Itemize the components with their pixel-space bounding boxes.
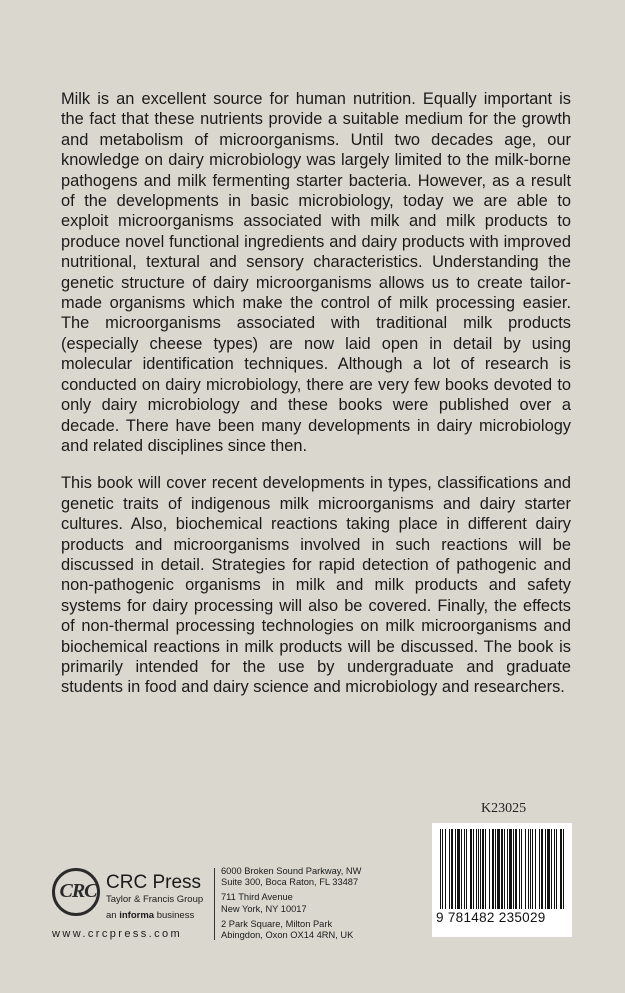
barcode-bar bbox=[501, 829, 503, 909]
barcode-bar bbox=[466, 829, 467, 909]
address-line: 2 Park Square, Milton Park bbox=[221, 918, 333, 929]
tagline-suffix: business bbox=[154, 910, 195, 921]
barcode-bar bbox=[478, 829, 479, 909]
address-line: New York, NY 10017 bbox=[221, 903, 307, 914]
barcode-bar bbox=[515, 829, 517, 909]
tagline-brand: informa bbox=[119, 910, 155, 921]
barcode-bar bbox=[457, 829, 460, 909]
barcode-bar bbox=[455, 829, 456, 909]
address-line: Suite 300, Boca Raton, FL 33487 bbox=[221, 877, 359, 888]
barcode-bar bbox=[560, 829, 562, 909]
barcode-bar bbox=[554, 829, 555, 909]
barcode-bar bbox=[509, 829, 512, 909]
barcode-bar bbox=[473, 829, 474, 909]
barcode-bar bbox=[556, 829, 557, 909]
barcode-bar bbox=[495, 829, 496, 909]
description-paragraph-2: This book will cover recent developments in types, classifications and genetic traits of indigenous milk microorganisms and dairy starter cultures. Also, biochemical reactions taking place in different dairy products and microorganisms involved in such reactions will be discussed in detail. Strategies for rapid detection of pathogenic and non-pathogenic organisms in milk and milk products and safety systems for dairy processing will also be covered. Finally, the effects of non-thermal processing technologies on milk microorganisms and biochemical reactions in milk products will be discussed. The book is primarily intended for the use by undergraduate and graduate students in food and dairy science and microbiology and researchers. bbox=[61, 474, 571, 697]
barcode-bar bbox=[507, 829, 508, 909]
barcode-bar bbox=[497, 829, 500, 909]
address-line: Abingdon, Oxon OX14 4RN, UK bbox=[221, 930, 354, 941]
barcode-bar bbox=[532, 829, 533, 909]
crc-logo-text: CRC bbox=[59, 880, 97, 902]
publisher-group: Taylor & Francis Group bbox=[106, 894, 204, 905]
barcode-bar bbox=[525, 829, 526, 909]
barcode-bar bbox=[541, 829, 543, 909]
address-divider bbox=[214, 868, 215, 940]
address-line: 6000 Broken Sound Parkway, NW bbox=[221, 866, 362, 876]
barcode-bar bbox=[440, 829, 441, 909]
barcode-bar bbox=[551, 829, 552, 909]
barcode-bar bbox=[442, 829, 443, 909]
barcode-bars bbox=[440, 829, 564, 909]
barcode-bar bbox=[563, 829, 564, 909]
barcode-bar bbox=[485, 829, 486, 909]
publisher-name: CRC Press bbox=[106, 872, 202, 893]
barcode-bar bbox=[547, 829, 550, 909]
barcode-bar bbox=[464, 829, 465, 909]
description-paragraph-1: Milk is an excellent source for human nutrition. Equally important is the fact that these nutrients provide a suitable medium for the growth and metabolism of microorganisms. Until two decades age, our knowledge on dairy microbiology was largely limited to the milk-borne pathogens and milk fermenting starter bacteria. However, as a result of the developments in basic microbiology, today we are able to exploit microorganisms associated with milk and milk products to produce novel functional ingredients and dairy products with improved nutritional, textural and sensory characteristics. Understanding the genetic structure of dairy microorganisms allows us to create tailor-made organisms which make the control of milk processing easier. The microorganisms associated with traditional milk products (especially cheese types) are now laid open in detail by using molecular identification techniques. Although a lot of research is conducted on dairy microbiology, there are very few books devoted to only dairy microbiology and these books were published over a decade. There have been many developments in dairy microbiology and related disciplines since then. bbox=[61, 90, 571, 455]
barcode-bar bbox=[445, 829, 446, 909]
barcode-bar bbox=[470, 829, 472, 909]
barcode-bar bbox=[492, 829, 494, 909]
publisher-tagline bbox=[106, 910, 194, 921]
publisher-website: www.crcpress.com bbox=[52, 928, 183, 940]
barcode-bar bbox=[528, 829, 529, 909]
barcode-bar bbox=[513, 829, 514, 909]
catalog-code: K23025 bbox=[481, 801, 527, 816]
barcode-bar bbox=[489, 829, 490, 909]
barcode-bar bbox=[545, 829, 546, 909]
barcode-bar bbox=[451, 829, 453, 909]
tagline-prefix: an bbox=[106, 910, 120, 921]
barcode-bar bbox=[539, 829, 540, 909]
isbn-barcode bbox=[432, 823, 572, 937]
crc-logo-icon bbox=[52, 868, 100, 916]
book-description bbox=[61, 89, 571, 715]
barcode-bar bbox=[535, 829, 536, 909]
barcode-bar bbox=[480, 829, 481, 909]
barcode-bar bbox=[519, 829, 520, 909]
barcode-bar bbox=[521, 829, 522, 909]
address-line: 711 Third Avenue bbox=[221, 892, 293, 903]
barcode-bar bbox=[476, 829, 477, 909]
barcode-bar bbox=[461, 829, 462, 909]
publisher-address bbox=[221, 866, 361, 941]
barcode-bar bbox=[449, 829, 450, 909]
barcode-bar bbox=[530, 829, 531, 909]
barcode-bar bbox=[482, 829, 484, 909]
isbn-digits: 9 781482 235029 bbox=[436, 910, 546, 925]
barcode-bar bbox=[504, 829, 505, 909]
